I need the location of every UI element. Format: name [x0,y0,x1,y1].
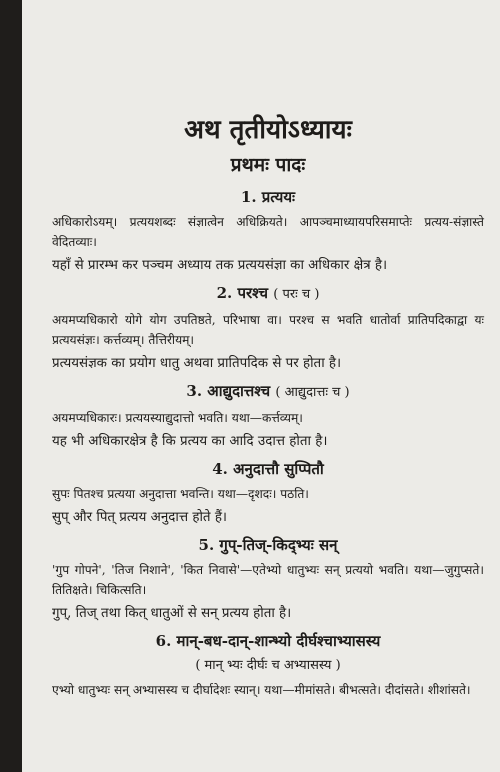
sutra-6 [52,630,484,700]
sutra-heading: 1. प्रत्ययः [240,188,296,206]
page-content [52,112,484,700]
sutra-pada-split: ( परः च ) [273,287,320,302]
sutra-2 [52,282,484,374]
sutra-hindi-explanation: यहाँ से प्रारम्भ कर पञ्चम अध्याय तक प्रत्ययसंज्ञा का अधिकार क्षेत्र है। [52,258,388,273]
sutra-sanskrit-commentary: अधिकारोऽयम्। प्रत्ययशब्दः संज्ञात्वेन अधिक्रियते। आपञ्चमाध्यायपरिसमाप्तेः प्रत्यय-संज्ञास्ते वेदितव्याः। [52,215,484,249]
sutra-heading: 5. गुप्-तिज्-किद्भ्यः सन् [198,536,338,554]
sutra-heading: 4. अनुदात्तौ सुप्पितौ [212,460,324,478]
sutra-heading: 6. मान्-बध-दान्-शान्भ्यो दीर्घश्चाभ्यासस्य [155,632,381,650]
sutra-heading: 2. परश्च [216,284,269,302]
book-page [22,0,500,772]
sutra-3 [52,380,484,452]
sutra-1 [52,186,484,276]
pada-title: प्रथमः पादः [230,154,306,176]
sutra-pada-split: ( मान् भ्यः दीर्घः च अभ्यासस्य ) [195,658,341,673]
sutra-sanskrit-commentary: एभ्यो धातुभ्यः सन् अभ्यासस्य च दीर्घादेशः स्यान्। यथा—मीमांसते। बीभत्सते। दीदांसते। शीशांसते। [52,683,471,697]
sutra-hindi-explanation: गुप्, तिज् तथा कित् धातुओं से सन् प्रत्यय होता है। [52,606,292,621]
sutra-4 [52,458,484,528]
sutra-pada-split: ( आद्युदात्तः च ) [275,385,350,400]
sutra-sanskrit-commentary: अयमप्यधिकारः। प्रत्ययस्याद्युदात्तो भवति। यथा—कर्त्तव्यम्। [52,411,303,425]
sutra-5 [52,534,484,624]
sutra-sanskrit-commentary: 'गुप गोपने', 'तिज निशाने', 'कित निवासे'—एतेभ्यो धातुभ्यः सन् प्रत्ययो भवति। यथा—जुगुप्सते। तितिक्षते। चिकित्सति। [52,563,484,597]
sutra-hindi-explanation: यह भी अधिकारक्षेत्र है कि प्रत्यय का आदि उदात्त होता है। [52,434,328,449]
sutra-heading: 3. आद्युदात्तश्च [186,382,271,400]
adhyaya-title: अथ तृतीयोऽध्यायः [184,115,352,145]
sutra-hindi-explanation: प्रत्ययसंज्ञक का प्रयोग धातु अथवा प्रातिपदिक से पर होता है। [52,356,342,371]
sutra-sanskrit-commentary: अयमप्यधिकारो योगे योग उपतिष्ठते, परिभाषा वा। परश्च स भवति धातोर्वा प्रातिपदिकाद्वा यः प्रत्ययसंज्ञः। कर्त्तव्यम्। तैत्तिरीयम्। [52,313,484,347]
sutra-heading-line [52,380,484,404]
sutra-heading-line [52,282,484,306]
sutra-hindi-explanation: सुप् और पित् प्रत्यय अनुदात्त होते हैं। [52,510,228,525]
sutra-sanskrit-commentary: सुपः पितश्च प्रत्यया अनुदात्ता भवन्ति। यथा—दृशदः। पठति। [52,487,309,501]
